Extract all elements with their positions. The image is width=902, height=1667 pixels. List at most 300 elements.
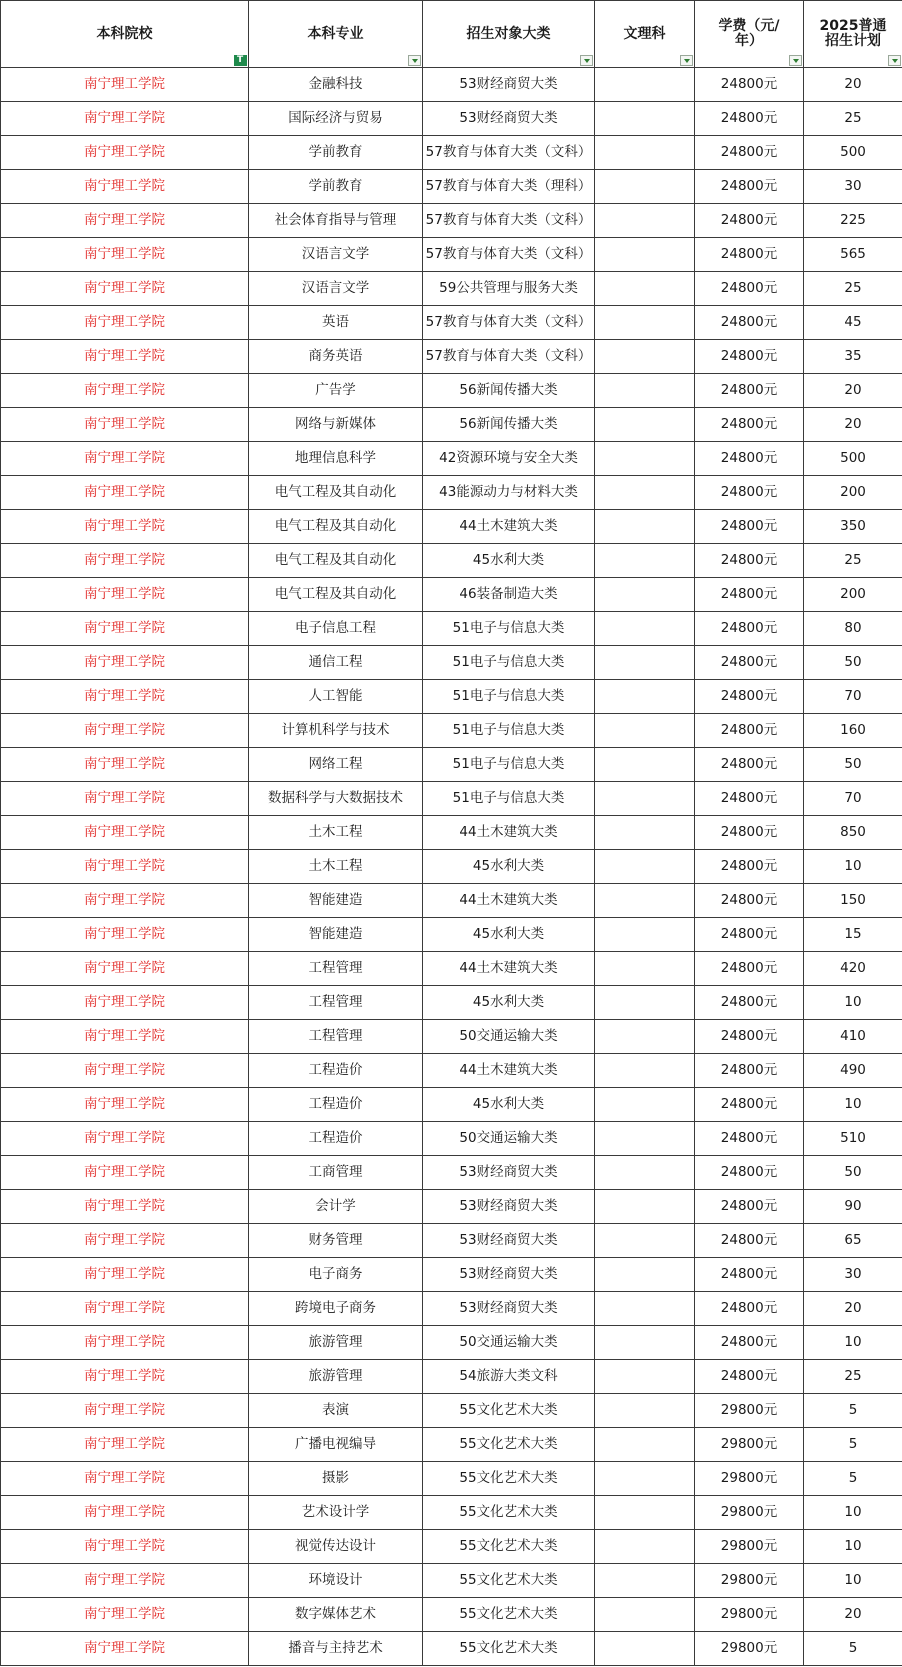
cell-major[interactable]: 人工智能 bbox=[249, 680, 423, 714]
cell-fee[interactable]: 24800元 bbox=[695, 272, 804, 306]
cell-stream[interactable] bbox=[595, 1428, 695, 1462]
cell-school[interactable]: 南宁理工学院 bbox=[1, 204, 249, 238]
cell-category[interactable]: 53财经商贸大类 bbox=[423, 1224, 595, 1258]
cell-category[interactable]: 57教育与体育大类（文科） bbox=[423, 204, 595, 238]
cell-fee[interactable]: 24800元 bbox=[695, 714, 804, 748]
cell-plan[interactable]: 20 bbox=[804, 1598, 902, 1632]
cell-stream[interactable] bbox=[595, 1088, 695, 1122]
cell-school[interactable]: 南宁理工学院 bbox=[1, 306, 249, 340]
cell-plan[interactable]: 50 bbox=[804, 1156, 902, 1190]
cell-major[interactable]: 财务管理 bbox=[249, 1224, 423, 1258]
cell-plan[interactable]: 80 bbox=[804, 612, 902, 646]
cell-major[interactable]: 学前教育 bbox=[249, 136, 423, 170]
cell-plan[interactable]: 490 bbox=[804, 1054, 902, 1088]
cell-school[interactable]: 南宁理工学院 bbox=[1, 170, 249, 204]
cell-school[interactable]: 南宁理工学院 bbox=[1, 238, 249, 272]
cell-plan[interactable]: 10 bbox=[804, 850, 902, 884]
cell-school[interactable]: 南宁理工学院 bbox=[1, 374, 249, 408]
cell-stream[interactable] bbox=[595, 1258, 695, 1292]
cell-plan[interactable]: 70 bbox=[804, 680, 902, 714]
cell-major[interactable]: 国际经济与贸易 bbox=[249, 102, 423, 136]
cell-plan[interactable]: 5 bbox=[804, 1394, 902, 1428]
cell-school[interactable]: 南宁理工学院 bbox=[1, 442, 249, 476]
cell-stream[interactable] bbox=[595, 748, 695, 782]
cell-fee[interactable]: 24800元 bbox=[695, 986, 804, 1020]
table-row bbox=[1, 1360, 902, 1394]
cell-major[interactable]: 旅游管理 bbox=[249, 1360, 423, 1394]
cell-school[interactable]: 南宁理工学院 bbox=[1, 68, 249, 102]
cell-major[interactable]: 广告学 bbox=[249, 374, 423, 408]
cell-stream[interactable] bbox=[595, 1054, 695, 1088]
cell-fee[interactable]: 24800元 bbox=[695, 646, 804, 680]
cell-major[interactable]: 艺术设计学 bbox=[249, 1496, 423, 1530]
cell-stream[interactable] bbox=[595, 374, 695, 408]
cell-stream[interactable] bbox=[595, 170, 695, 204]
table-row bbox=[1, 476, 902, 510]
cell-major[interactable]: 计算机科学与技术 bbox=[249, 714, 423, 748]
cell-stream[interactable] bbox=[595, 816, 695, 850]
cell-school[interactable]: 南宁理工学院 bbox=[1, 1292, 249, 1326]
cell-stream[interactable] bbox=[595, 884, 695, 918]
cell-plan[interactable]: 45 bbox=[804, 306, 902, 340]
cell-school[interactable]: 南宁理工学院 bbox=[1, 884, 249, 918]
cell-stream[interactable] bbox=[595, 1394, 695, 1428]
cell-plan[interactable]: 50 bbox=[804, 646, 902, 680]
cell-major[interactable]: 工程管理 bbox=[249, 1020, 423, 1054]
cell-fee[interactable]: 24800元 bbox=[695, 68, 804, 102]
cell-major[interactable]: 环境设计 bbox=[249, 1564, 423, 1598]
cell-school[interactable]: 南宁理工学院 bbox=[1, 1530, 249, 1564]
cell-stream[interactable] bbox=[595, 646, 695, 680]
cell-major[interactable]: 通信工程 bbox=[249, 646, 423, 680]
cell-school[interactable]: 南宁理工学院 bbox=[1, 646, 249, 680]
cell-fee[interactable]: 24800元 bbox=[695, 918, 804, 952]
cell-fee[interactable]: 24800元 bbox=[695, 1326, 804, 1360]
cell-stream[interactable] bbox=[595, 136, 695, 170]
cell-category[interactable]: 56新闻传播大类 bbox=[423, 374, 595, 408]
cell-major[interactable]: 数据科学与大数据技术 bbox=[249, 782, 423, 816]
cell-stream[interactable] bbox=[595, 102, 695, 136]
cell-category[interactable]: 43能源动力与材料大类 bbox=[423, 476, 595, 510]
cell-category[interactable]: 53财经商贸大类 bbox=[423, 1156, 595, 1190]
table-row bbox=[1, 1394, 902, 1428]
cell-major[interactable]: 摄影 bbox=[249, 1462, 423, 1496]
cell-school[interactable]: 南宁理工学院 bbox=[1, 816, 249, 850]
cell-plan[interactable]: 10 bbox=[804, 1564, 902, 1598]
cell-plan[interactable]: 160 bbox=[804, 714, 902, 748]
cell-school[interactable]: 南宁理工学院 bbox=[1, 714, 249, 748]
cell-stream[interactable] bbox=[595, 1292, 695, 1326]
cell-school[interactable]: 南宁理工学院 bbox=[1, 782, 249, 816]
cell-fee[interactable]: 24800元 bbox=[695, 544, 804, 578]
cell-category[interactable]: 51电子与信息大类 bbox=[423, 646, 595, 680]
cell-major[interactable]: 网络与新媒体 bbox=[249, 408, 423, 442]
cell-fee[interactable]: 24800元 bbox=[695, 442, 804, 476]
cell-category[interactable]: 57教育与体育大类（文科） bbox=[423, 238, 595, 272]
cell-major[interactable]: 汉语言文学 bbox=[249, 272, 423, 306]
cell-plan[interactable]: 20 bbox=[804, 68, 902, 102]
cell-fee[interactable]: 24800元 bbox=[695, 850, 804, 884]
cell-fee[interactable]: 24800元 bbox=[695, 816, 804, 850]
cell-plan[interactable]: 90 bbox=[804, 1190, 902, 1224]
cell-major[interactable]: 会计学 bbox=[249, 1190, 423, 1224]
cell-plan[interactable]: 35 bbox=[804, 340, 902, 374]
cell-fee[interactable]: 24800元 bbox=[695, 238, 804, 272]
cell-school[interactable]: 南宁理工学院 bbox=[1, 1054, 249, 1088]
cell-school[interactable]: 南宁理工学院 bbox=[1, 510, 249, 544]
cell-category[interactable]: 57教育与体育大类（理科） bbox=[423, 170, 595, 204]
cell-plan[interactable]: 15 bbox=[804, 918, 902, 952]
filter-dropdown-icon[interactable] bbox=[789, 55, 802, 66]
cell-major[interactable]: 电子信息工程 bbox=[249, 612, 423, 646]
cell-stream[interactable] bbox=[595, 442, 695, 476]
cell-fee[interactable]: 24800元 bbox=[695, 612, 804, 646]
cell-school[interactable]: 南宁理工学院 bbox=[1, 1224, 249, 1258]
cell-plan[interactable]: 25 bbox=[804, 1360, 902, 1394]
cell-fee[interactable]: 24800元 bbox=[695, 1258, 804, 1292]
cell-major[interactable]: 电气工程及其自动化 bbox=[249, 510, 423, 544]
cell-category[interactable]: 55文化艺术大类 bbox=[423, 1428, 595, 1462]
cell-category[interactable]: 45水利大类 bbox=[423, 918, 595, 952]
cell-major[interactable]: 工程造价 bbox=[249, 1088, 423, 1122]
cell-fee[interactable]: 24800元 bbox=[695, 306, 804, 340]
cell-school[interactable]: 南宁理工学院 bbox=[1, 1020, 249, 1054]
cell-major[interactable]: 旅游管理 bbox=[249, 1326, 423, 1360]
cell-school[interactable]: 南宁理工学院 bbox=[1, 340, 249, 374]
cell-major[interactable]: 商务英语 bbox=[249, 340, 423, 374]
cell-major[interactable]: 电气工程及其自动化 bbox=[249, 476, 423, 510]
cell-stream[interactable] bbox=[595, 1360, 695, 1394]
cell-fee[interactable]: 24800元 bbox=[695, 1122, 804, 1156]
cell-fee[interactable]: 29800元 bbox=[695, 1530, 804, 1564]
cell-major[interactable]: 英语 bbox=[249, 306, 423, 340]
cell-category[interactable]: 45水利大类 bbox=[423, 986, 595, 1020]
cell-fee[interactable]: 24800元 bbox=[695, 748, 804, 782]
cell-school[interactable]: 南宁理工学院 bbox=[1, 102, 249, 136]
cell-category[interactable]: 44土木建筑大类 bbox=[423, 952, 595, 986]
cell-fee[interactable]: 24800元 bbox=[695, 782, 804, 816]
cell-category[interactable]: 45水利大类 bbox=[423, 1088, 595, 1122]
cell-major[interactable]: 汉语言文学 bbox=[249, 238, 423, 272]
cell-plan[interactable]: 25 bbox=[804, 544, 902, 578]
cell-plan[interactable]: 20 bbox=[804, 408, 902, 442]
cell-fee[interactable]: 29800元 bbox=[695, 1428, 804, 1462]
cell-stream[interactable] bbox=[595, 340, 695, 374]
cell-stream[interactable] bbox=[595, 1020, 695, 1054]
cell-plan[interactable]: 10 bbox=[804, 1088, 902, 1122]
cell-school[interactable]: 南宁理工学院 bbox=[1, 408, 249, 442]
cell-plan[interactable]: 410 bbox=[804, 1020, 902, 1054]
cell-plan[interactable]: 350 bbox=[804, 510, 902, 544]
cell-school[interactable]: 南宁理工学院 bbox=[1, 1326, 249, 1360]
cell-plan[interactable]: 5 bbox=[804, 1632, 902, 1666]
table-row bbox=[1, 612, 902, 646]
cell-fee[interactable]: 29800元 bbox=[695, 1462, 804, 1496]
cell-fee[interactable]: 24800元 bbox=[695, 1292, 804, 1326]
cell-stream[interactable] bbox=[595, 1326, 695, 1360]
cell-plan[interactable]: 20 bbox=[804, 1292, 902, 1326]
cell-plan[interactable]: 850 bbox=[804, 816, 902, 850]
cell-category[interactable]: 57教育与体育大类（文科） bbox=[423, 136, 595, 170]
cell-plan[interactable]: 5 bbox=[804, 1462, 902, 1496]
cell-school[interactable]: 南宁理工学院 bbox=[1, 918, 249, 952]
filter-dropdown-icon[interactable] bbox=[408, 55, 421, 66]
cell-fee[interactable]: 24800元 bbox=[695, 170, 804, 204]
cell-stream[interactable] bbox=[595, 204, 695, 238]
cell-school[interactable]: 南宁理工学院 bbox=[1, 1258, 249, 1292]
cell-school[interactable]: 南宁理工学院 bbox=[1, 1088, 249, 1122]
cell-major[interactable]: 电气工程及其自动化 bbox=[249, 544, 423, 578]
cell-school[interactable]: 南宁理工学院 bbox=[1, 1428, 249, 1462]
cell-category[interactable]: 51电子与信息大类 bbox=[423, 782, 595, 816]
cell-fee[interactable]: 24800元 bbox=[695, 374, 804, 408]
cell-major[interactable]: 金融科技 bbox=[249, 68, 423, 102]
cell-category[interactable]: 42资源环境与安全大类 bbox=[423, 442, 595, 476]
cell-plan[interactable]: 25 bbox=[804, 102, 902, 136]
cell-plan[interactable]: 20 bbox=[804, 374, 902, 408]
cell-major[interactable]: 广播电视编导 bbox=[249, 1428, 423, 1462]
cell-major[interactable]: 电子商务 bbox=[249, 1258, 423, 1292]
cell-major[interactable]: 工程造价 bbox=[249, 1122, 423, 1156]
cell-school[interactable]: 南宁理工学院 bbox=[1, 272, 249, 306]
cell-plan[interactable]: 200 bbox=[804, 476, 902, 510]
cell-fee[interactable]: 29800元 bbox=[695, 1564, 804, 1598]
cell-plan[interactable]: 10 bbox=[804, 1496, 902, 1530]
cell-category[interactable]: 55文化艺术大类 bbox=[423, 1496, 595, 1530]
cell-stream[interactable] bbox=[595, 238, 695, 272]
cell-category[interactable]: 55文化艺术大类 bbox=[423, 1564, 595, 1598]
cell-fee[interactable]: 24800元 bbox=[695, 408, 804, 442]
cell-major[interactable]: 学前教育 bbox=[249, 170, 423, 204]
cell-fee[interactable]: 24800元 bbox=[695, 136, 804, 170]
table-row bbox=[1, 102, 902, 136]
cell-fee[interactable]: 29800元 bbox=[695, 1394, 804, 1428]
cell-school[interactable]: 南宁理工学院 bbox=[1, 476, 249, 510]
cell-plan[interactable]: 420 bbox=[804, 952, 902, 986]
cell-school[interactable]: 南宁理工学院 bbox=[1, 578, 249, 612]
cell-plan[interactable]: 565 bbox=[804, 238, 902, 272]
cell-stream[interactable] bbox=[595, 680, 695, 714]
cell-fee[interactable]: 24800元 bbox=[695, 1224, 804, 1258]
cell-fee[interactable]: 24800元 bbox=[695, 510, 804, 544]
cell-category[interactable]: 45水利大类 bbox=[423, 850, 595, 884]
cell-category[interactable]: 44土木建筑大类 bbox=[423, 884, 595, 918]
cell-stream[interactable] bbox=[595, 476, 695, 510]
cell-plan[interactable]: 65 bbox=[804, 1224, 902, 1258]
cell-major[interactable]: 工程管理 bbox=[249, 952, 423, 986]
cell-major[interactable]: 工商管理 bbox=[249, 1156, 423, 1190]
cell-plan[interactable]: 500 bbox=[804, 136, 902, 170]
cell-plan[interactable]: 10 bbox=[804, 1326, 902, 1360]
cell-major[interactable]: 表演 bbox=[249, 1394, 423, 1428]
cell-school[interactable]: 南宁理工学院 bbox=[1, 1496, 249, 1530]
cell-fee[interactable]: 24800元 bbox=[695, 340, 804, 374]
cell-school[interactable]: 南宁理工学院 bbox=[1, 544, 249, 578]
table-row bbox=[1, 918, 902, 952]
cell-stream[interactable] bbox=[595, 1564, 695, 1598]
cell-stream[interactable] bbox=[595, 272, 695, 306]
cell-school[interactable]: 南宁理工学院 bbox=[1, 850, 249, 884]
cell-fee[interactable]: 24800元 bbox=[695, 952, 804, 986]
cell-category[interactable]: 55文化艺术大类 bbox=[423, 1598, 595, 1632]
cell-stream[interactable] bbox=[595, 952, 695, 986]
filter-active-icon[interactable] bbox=[234, 55, 247, 66]
cell-category[interactable]: 57教育与体育大类（文科） bbox=[423, 306, 595, 340]
cell-plan[interactable]: 50 bbox=[804, 748, 902, 782]
cell-fee[interactable]: 24800元 bbox=[695, 1088, 804, 1122]
cell-category[interactable]: 51电子与信息大类 bbox=[423, 748, 595, 782]
cell-plan[interactable]: 10 bbox=[804, 986, 902, 1020]
cell-fee[interactable]: 24800元 bbox=[695, 1020, 804, 1054]
cell-major[interactable]: 电气工程及其自动化 bbox=[249, 578, 423, 612]
cell-fee[interactable]: 24800元 bbox=[695, 1190, 804, 1224]
cell-plan[interactable]: 30 bbox=[804, 1258, 902, 1292]
cell-category[interactable]: 44土木建筑大类 bbox=[423, 816, 595, 850]
cell-stream[interactable] bbox=[595, 578, 695, 612]
cell-category[interactable]: 53财经商贸大类 bbox=[423, 1292, 595, 1326]
cell-plan[interactable]: 500 bbox=[804, 442, 902, 476]
cell-school[interactable]: 南宁理工学院 bbox=[1, 986, 249, 1020]
cell-fee[interactable]: 29800元 bbox=[695, 1632, 804, 1666]
cell-plan[interactable]: 200 bbox=[804, 578, 902, 612]
cell-category[interactable]: 50交通运输大类 bbox=[423, 1020, 595, 1054]
cell-major[interactable]: 土木工程 bbox=[249, 850, 423, 884]
cell-category[interactable]: 53财经商贸大类 bbox=[423, 1258, 595, 1292]
filter-dropdown-icon[interactable] bbox=[580, 55, 593, 66]
cell-fee[interactable]: 24800元 bbox=[695, 884, 804, 918]
table-body bbox=[1, 68, 902, 1666]
cell-fee[interactable]: 24800元 bbox=[695, 1360, 804, 1394]
cell-stream[interactable] bbox=[595, 1224, 695, 1258]
header-school bbox=[1, 1, 249, 68]
cell-school[interactable]: 南宁理工学院 bbox=[1, 1360, 249, 1394]
cell-major[interactable]: 地理信息科学 bbox=[249, 442, 423, 476]
cell-category[interactable]: 53财经商贸大类 bbox=[423, 1190, 595, 1224]
cell-stream[interactable] bbox=[595, 1598, 695, 1632]
cell-stream[interactable] bbox=[595, 1462, 695, 1496]
cell-category[interactable]: 54旅游大类文科 bbox=[423, 1360, 595, 1394]
table-row bbox=[1, 1326, 902, 1360]
cell-major[interactable]: 社会体育指导与管理 bbox=[249, 204, 423, 238]
cell-stream[interactable] bbox=[595, 510, 695, 544]
cell-stream[interactable] bbox=[595, 1496, 695, 1530]
header-stream bbox=[595, 1, 695, 68]
filter-dropdown-icon[interactable] bbox=[888, 55, 901, 66]
cell-stream[interactable] bbox=[595, 408, 695, 442]
cell-stream[interactable] bbox=[595, 1122, 695, 1156]
cell-fee[interactable]: 29800元 bbox=[695, 1496, 804, 1530]
cell-school[interactable]: 南宁理工学院 bbox=[1, 952, 249, 986]
cell-plan[interactable]: 70 bbox=[804, 782, 902, 816]
cell-major[interactable]: 土木工程 bbox=[249, 816, 423, 850]
cell-stream[interactable] bbox=[595, 68, 695, 102]
cell-stream[interactable] bbox=[595, 1530, 695, 1564]
cell-stream[interactable] bbox=[595, 986, 695, 1020]
cell-category[interactable]: 56新闻传播大类 bbox=[423, 408, 595, 442]
cell-plan[interactable]: 510 bbox=[804, 1122, 902, 1156]
cell-category[interactable]: 45水利大类 bbox=[423, 544, 595, 578]
cell-category[interactable]: 59公共管理与服务大类 bbox=[423, 272, 595, 306]
cell-category[interactable]: 44土木建筑大类 bbox=[423, 510, 595, 544]
cell-major[interactable]: 播音与主持艺术 bbox=[249, 1632, 423, 1666]
cell-school[interactable]: 南宁理工学院 bbox=[1, 680, 249, 714]
cell-category[interactable]: 51电子与信息大类 bbox=[423, 680, 595, 714]
filter-dropdown-icon[interactable] bbox=[680, 55, 693, 66]
cell-stream[interactable] bbox=[595, 782, 695, 816]
cell-plan[interactable]: 5 bbox=[804, 1428, 902, 1462]
cell-category[interactable]: 55文化艺术大类 bbox=[423, 1530, 595, 1564]
cell-stream[interactable] bbox=[595, 850, 695, 884]
cell-stream[interactable] bbox=[595, 544, 695, 578]
cell-plan[interactable]: 225 bbox=[804, 204, 902, 238]
table-row bbox=[1, 1598, 902, 1632]
cell-category[interactable]: 50交通运输大类 bbox=[423, 1326, 595, 1360]
cell-school[interactable]: 南宁理工学院 bbox=[1, 1122, 249, 1156]
cell-school[interactable]: 南宁理工学院 bbox=[1, 1190, 249, 1224]
cell-plan[interactable]: 30 bbox=[804, 170, 902, 204]
cell-category[interactable]: 55文化艺术大类 bbox=[423, 1394, 595, 1428]
cell-major[interactable]: 智能建造 bbox=[249, 884, 423, 918]
cell-fee[interactable]: 24800元 bbox=[695, 102, 804, 136]
cell-fee[interactable]: 24800元 bbox=[695, 204, 804, 238]
cell-major[interactable]: 工程管理 bbox=[249, 986, 423, 1020]
cell-category[interactable]: 50交通运输大类 bbox=[423, 1122, 595, 1156]
cell-school[interactable]: 南宁理工学院 bbox=[1, 1462, 249, 1496]
cell-major[interactable]: 视觉传达设计 bbox=[249, 1530, 423, 1564]
cell-stream[interactable] bbox=[595, 918, 695, 952]
cell-school[interactable]: 南宁理工学院 bbox=[1, 748, 249, 782]
cell-fee[interactable]: 24800元 bbox=[695, 680, 804, 714]
cell-category[interactable]: 53财经商贸大类 bbox=[423, 102, 595, 136]
cell-stream[interactable] bbox=[595, 714, 695, 748]
cell-category[interactable]: 53财经商贸大类 bbox=[423, 68, 595, 102]
cell-fee[interactable]: 24800元 bbox=[695, 1156, 804, 1190]
cell-fee[interactable]: 24800元 bbox=[695, 476, 804, 510]
cell-stream[interactable] bbox=[595, 306, 695, 340]
cell-category[interactable]: 46装备制造大类 bbox=[423, 578, 595, 612]
cell-major[interactable]: 数字媒体艺术 bbox=[249, 1598, 423, 1632]
cell-stream[interactable] bbox=[595, 1190, 695, 1224]
cell-stream[interactable] bbox=[595, 1632, 695, 1666]
cell-plan[interactable]: 25 bbox=[804, 272, 902, 306]
cell-major[interactable]: 工程造价 bbox=[249, 1054, 423, 1088]
cell-category[interactable]: 57教育与体育大类（文科） bbox=[423, 340, 595, 374]
cell-plan[interactable]: 10 bbox=[804, 1530, 902, 1564]
cell-school[interactable]: 南宁理工学院 bbox=[1, 1394, 249, 1428]
cell-school[interactable]: 南宁理工学院 bbox=[1, 1632, 249, 1666]
cell-plan[interactable]: 150 bbox=[804, 884, 902, 918]
cell-major[interactable]: 智能建造 bbox=[249, 918, 423, 952]
cell-fee[interactable]: 29800元 bbox=[695, 1598, 804, 1632]
cell-category[interactable]: 55文化艺术大类 bbox=[423, 1632, 595, 1666]
cell-school[interactable]: 南宁理工学院 bbox=[1, 1564, 249, 1598]
cell-fee[interactable]: 24800元 bbox=[695, 1054, 804, 1088]
cell-category[interactable]: 55文化艺术大类 bbox=[423, 1462, 595, 1496]
cell-stream[interactable] bbox=[595, 612, 695, 646]
cell-category[interactable]: 44土木建筑大类 bbox=[423, 1054, 595, 1088]
cell-school[interactable]: 南宁理工学院 bbox=[1, 612, 249, 646]
cell-school[interactable]: 南宁理工学院 bbox=[1, 136, 249, 170]
cell-school[interactable]: 南宁理工学院 bbox=[1, 1598, 249, 1632]
cell-category[interactable]: 51电子与信息大类 bbox=[423, 714, 595, 748]
cell-major[interactable]: 跨境电子商务 bbox=[249, 1292, 423, 1326]
cell-fee[interactable]: 24800元 bbox=[695, 578, 804, 612]
cell-school[interactable]: 南宁理工学院 bbox=[1, 1156, 249, 1190]
cell-category[interactable]: 51电子与信息大类 bbox=[423, 612, 595, 646]
cell-major[interactable]: 网络工程 bbox=[249, 748, 423, 782]
table-row bbox=[1, 510, 902, 544]
cell-stream[interactable] bbox=[595, 1156, 695, 1190]
